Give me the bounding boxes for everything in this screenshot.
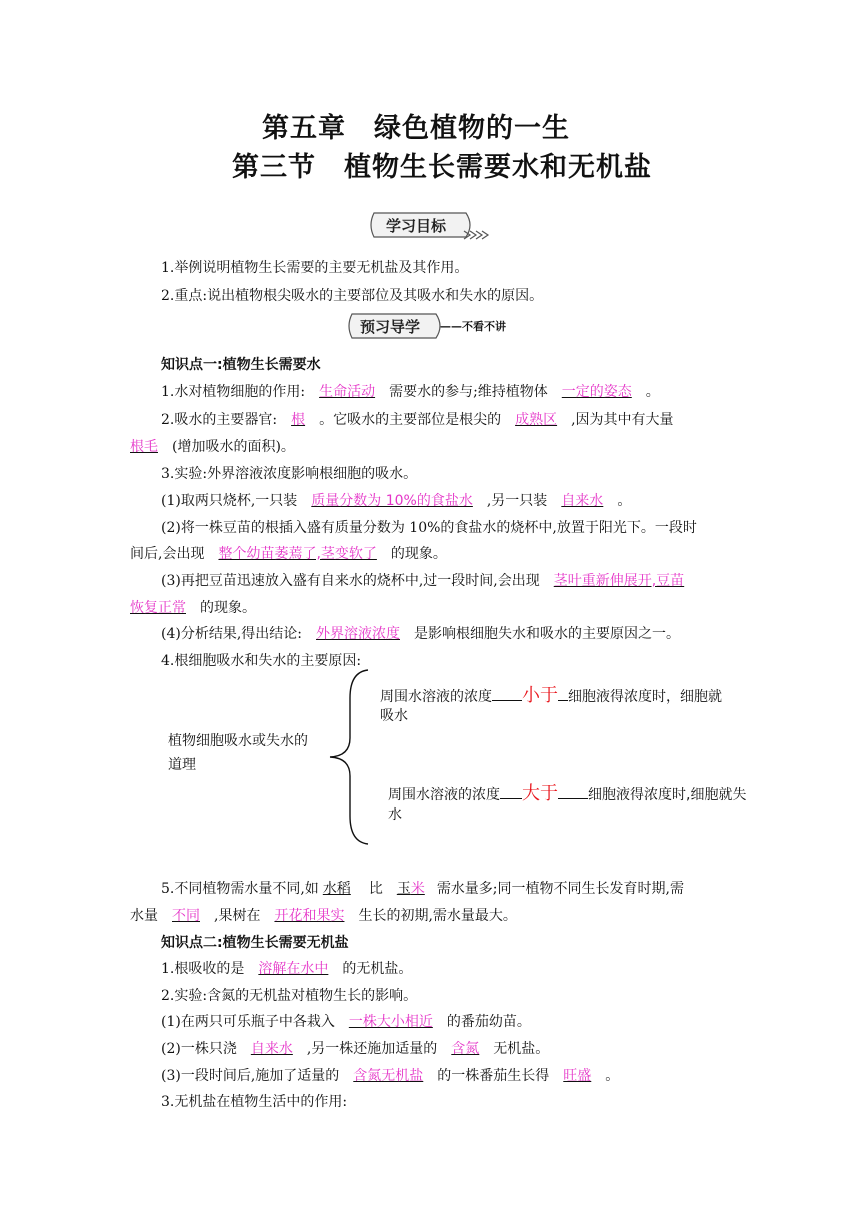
preview-badge (344, 310, 544, 342)
diagram-root-label: 植物细胞吸水或失水的 道理 (168, 733, 308, 773)
k1-line-6: (3)再把豆苗迅速放入盛有自来水的烧杯中,过一段时间,会出现 茎叶重新伸展开,豆苗 (161, 573, 685, 589)
k2-heading: 知识点二:植物生长需要无机盐 (161, 935, 349, 951)
k1-line-7: (4)分析结果,得出结论: 外界溶液浓度 是影响根细胞失水和吸水的主要原因之一。 (161, 626, 680, 642)
k1-line-9: 5.不同植物需水量不同,如 水稻 比 玉米 需水量多;同一植物不同生长发育时期,需 (161, 881, 684, 897)
k1-line-5: (2)将一株豆苗的根插入盛有质量分数为 10%的食盐水的烧杯中,放置于阳光下。一段时 (161, 520, 697, 536)
diagram-top-branch-2: 吸水 (380, 708, 408, 724)
k1-line-5b: 间后,会出现 整个幼苗萎蔫了,茎变软了 的现象。 (130, 546, 447, 562)
k2-line-3: (1)在两只可乐瓶子中各栽入 一株大小相近 的番茄幼苗。 (161, 1014, 531, 1030)
k1-line-4: (1)取两只烧杯,一只装 质量分数为 10%的食盐水 ,另一只装 自来水 。 (161, 493, 632, 509)
badge-label: 预习导学 (360, 318, 421, 336)
diagram-bottom-branch-2: 水 (388, 807, 402, 823)
k1-line-6b: 恢复正常 的现象。 (130, 600, 256, 616)
k1-line-2b: 根毛 (增加吸水的面积)。 (130, 439, 295, 455)
goal-1: 1.举例说明植物生长需要的主要无机盐及其作用。 (161, 260, 469, 276)
goal-2: 2.重点:说出植物根尖吸水的主要部位及其吸水和失水的原因。 (161, 288, 544, 304)
k2-line-1: 1.根吸收的是 溶解在水中 的无机盐。 (161, 961, 413, 977)
k2-line-6: 3.无机盐在植物生活中的作用: (161, 1094, 348, 1110)
diagram-bottom-branch: 周围水溶液的浓度 大于 细胞液得浓度时,细胞就失 (388, 783, 747, 804)
k1-line-8: 4.根细胞吸水和失水的主要原因: (161, 653, 362, 669)
k1-line-9b: 水量 不同 ,果树在 开花和果实 生长的初期,需水量最大。 (130, 908, 517, 924)
badge-label: 学习目标 (386, 217, 447, 235)
diagram-top-branch: 周围水溶液的浓度 小于 细胞液得浓度时，细胞就 (380, 685, 722, 706)
k1-heading: 知识点一:植物生长需要水 (161, 357, 321, 373)
k2-line-5: (3)一段时间后,施加了适量的 含氮无机盐 的一株番茄生长得 旺盛 。 (161, 1068, 620, 1084)
brace-icon (326, 668, 376, 846)
badge-sub: ——不看不讲 (440, 320, 506, 333)
k2-line-4: (2)一株只浇 自来水 ,另一株还施加适量的 含氮 无机盐。 (161, 1041, 550, 1057)
k1-line-1: 1.水对植物细胞的作用: 生命活动 需要水的参与;维持植物体 一定的姿态 。 (161, 384, 660, 400)
k2-line-2: 2.实验:含氮的无机盐对植物生长的影响。 (161, 988, 418, 1004)
learning-goals-badge (366, 209, 496, 241)
k1-line-2: 2.吸水的主要器官: 根 。它吸水的主要部位是根尖的 成熟区 ,因为其中有大量 (161, 412, 674, 428)
chapter-title: 第五章 绿色植物的一生 (262, 113, 570, 144)
k1-line-3: 3.实验:外界溶液浓度影响根细胞的吸水。 (161, 466, 418, 482)
section-title: 第三节 植物生长需要水和无机盐 (232, 152, 652, 183)
